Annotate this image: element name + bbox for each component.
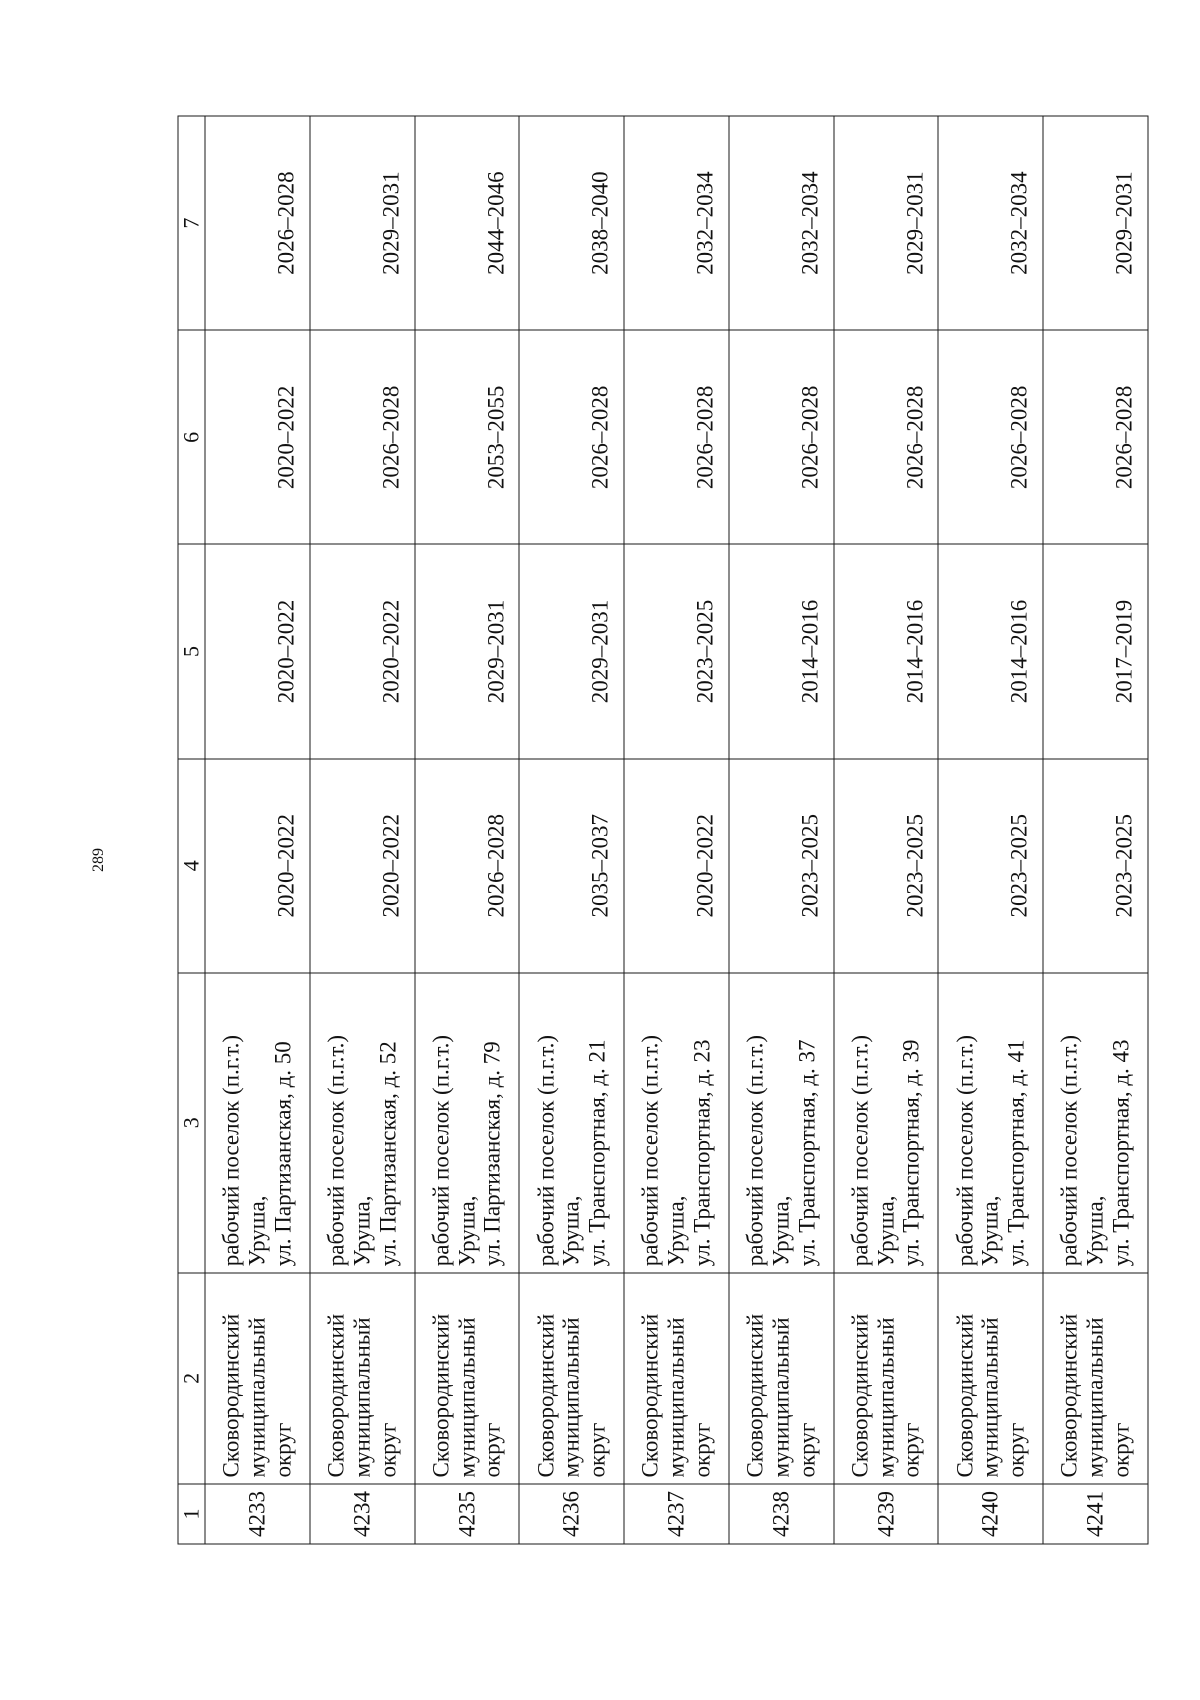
district-line: Сковородинский (532, 1313, 558, 1478)
district-line: Сковородинский (323, 1313, 349, 1478)
district-cell (938, 1272, 1043, 1483)
table-rotation-wrapper (177, 115, 1148, 1544)
address-cell (414, 972, 519, 1272)
district-line: Сковородинский (218, 1313, 244, 1478)
table-row (414, 116, 519, 1544)
period-cell-p6: 2026–2028 (309, 330, 414, 544)
row-number-cell: 4241 (1043, 1484, 1148, 1544)
table-body (205, 116, 1148, 1544)
district-cell (833, 1272, 938, 1483)
period-cell-p6: 2026–2028 (1043, 330, 1148, 544)
district-cell (728, 1272, 833, 1483)
period-cell-p5: 2029–2031 (519, 544, 624, 758)
row-number-cell: 4240 (938, 1484, 1043, 1544)
period-cell-p6: 2026–2028 (728, 330, 833, 544)
period-cell-p6: 2026–2028 (833, 330, 938, 544)
column-header: 2 (178, 1272, 205, 1483)
period-cell-p4: 2035–2037 (519, 758, 624, 972)
period-cell-p4: 2023–2025 (938, 758, 1043, 972)
district-line: округ (269, 1422, 295, 1478)
address-cell (833, 972, 938, 1272)
period-cell-p5: 2017–2019 (1043, 544, 1148, 758)
period-cell-p7: 2029–2031 (1043, 116, 1148, 330)
address-line: ул. Транспортная, д. 23 (688, 1038, 714, 1266)
district-cell (519, 1272, 624, 1483)
row-number-cell: 4234 (309, 1484, 414, 1544)
address-cell (205, 972, 310, 1272)
district-line: Сковородинский (427, 1313, 453, 1478)
address-line: рабочий поселок (п.г.т.) (1056, 1034, 1082, 1266)
page-number-text: 289 (90, 848, 107, 872)
column-header: 1 (178, 1484, 205, 1544)
period-cell-p6: 2020–2022 (205, 330, 310, 544)
district-line: муниципальный (872, 1316, 898, 1478)
period-cell-p6: 2053–2055 (414, 330, 519, 544)
period-cell-p5: 2029–2031 (414, 544, 519, 758)
period-cell-p4: 2020–2022 (205, 758, 310, 972)
period-cell-p5: 2020–2022 (205, 544, 310, 758)
address-line: рабочий поселок (п.г.т.) (532, 1034, 558, 1266)
address-line: рабочий поселок (п.г.т.) (323, 1034, 349, 1266)
rotated-table-sheet (177, 115, 1148, 1544)
period-cell-p7: 2032–2034 (624, 116, 729, 330)
row-number-cell: 4236 (519, 1484, 624, 1544)
address-line: ул. Транспортная, д. 37 (793, 1038, 819, 1266)
address-cell (519, 972, 624, 1272)
column-header: 5 (178, 544, 205, 758)
period-cell-p4: 2026–2028 (414, 758, 519, 972)
table-row (309, 116, 414, 1544)
period-cell-p7: 2032–2034 (728, 116, 833, 330)
district-cell (624, 1272, 729, 1483)
address-cell (624, 972, 729, 1272)
address-cell (938, 972, 1043, 1272)
address-line: рабочий поселок (п.г.т.) (427, 1034, 453, 1266)
period-cell-p4: 2020–2022 (624, 758, 729, 972)
district-line: округ (898, 1422, 924, 1478)
period-cell-p7: 2038–2040 (519, 116, 624, 330)
table-row (728, 116, 833, 1544)
address-line: Уруша, (453, 1195, 479, 1266)
table-row (624, 116, 729, 1544)
district-line: муниципальный (348, 1316, 374, 1478)
period-cell-p6: 2026–2028 (624, 330, 729, 544)
district-line: Сковородинский (951, 1313, 977, 1478)
address-line: Уруша, (558, 1195, 584, 1266)
district-line: муниципальный (1082, 1316, 1108, 1478)
address-line: рабочий поселок (п.г.т.) (218, 1034, 244, 1266)
district-line: округ (374, 1422, 400, 1478)
district-line: округ (1003, 1422, 1029, 1478)
address-line: ул. Транспортная, д. 39 (898, 1038, 924, 1266)
district-cell (309, 1272, 414, 1483)
address-line: Уруша, (663, 1195, 689, 1266)
address-cell (1043, 972, 1148, 1272)
address-line: рабочий поселок (п.г.т.) (951, 1034, 977, 1266)
column-header: 3 (178, 972, 205, 1272)
address-line: ул. Транспортная, д. 41 (1003, 1038, 1029, 1266)
district-line: муниципальный (453, 1316, 479, 1478)
column-header: 4 (178, 758, 205, 972)
district-cell (414, 1272, 519, 1483)
period-cell-p6: 2026–2028 (938, 330, 1043, 544)
period-cell-p7: 2026–2028 (205, 116, 310, 330)
table-row (938, 116, 1043, 1544)
table-row (1043, 116, 1148, 1544)
address-line: ул. Транспортная, д. 43 (1107, 1038, 1133, 1266)
address-line: ул. Партизанская, д. 79 (479, 1040, 505, 1266)
district-line: округ (479, 1422, 505, 1478)
period-cell-p4: 2023–2025 (728, 758, 833, 972)
period-cell-p6: 2026–2028 (519, 330, 624, 544)
period-cell-p5: 2014–2016 (938, 544, 1043, 758)
address-line: рабочий поселок (п.г.т.) (742, 1034, 768, 1266)
district-line: округ (688, 1422, 714, 1478)
period-cell-p5: 2023–2025 (624, 544, 729, 758)
period-cell-p4: 2023–2025 (1043, 758, 1148, 972)
district-line: муниципальный (558, 1316, 584, 1478)
district-line: муниципальный (977, 1316, 1003, 1478)
address-line: рабочий поселок (п.г.т.) (846, 1034, 872, 1266)
address-line: Уруша, (1082, 1195, 1108, 1266)
district-line: муниципальный (663, 1316, 689, 1478)
row-number-cell: 4233 (205, 1484, 310, 1544)
period-cell-p7: 2029–2031 (833, 116, 938, 330)
district-line: округ (1107, 1422, 1133, 1478)
address-cell (728, 972, 833, 1272)
address-line: Уруша, (244, 1195, 269, 1266)
address-line: Уруша, (348, 1195, 374, 1266)
period-cell-p7: 2044–2046 (414, 116, 519, 330)
district-line: муниципальный (244, 1316, 269, 1478)
period-cell-p4: 2023–2025 (833, 758, 938, 972)
housing-schedule-table (177, 115, 1148, 1544)
column-header: 7 (178, 116, 205, 330)
table-row (833, 116, 938, 1544)
period-cell-p5: 2014–2016 (728, 544, 833, 758)
row-number-cell: 4237 (624, 1484, 729, 1544)
row-number-cell: 4235 (414, 1484, 519, 1544)
period-cell-p5: 2020–2022 (309, 544, 414, 758)
period-cell-p7: 2029–2031 (309, 116, 414, 330)
table-header-row (178, 116, 205, 1544)
row-number-cell: 4239 (833, 1484, 938, 1544)
address-line: Уруша, (872, 1195, 898, 1266)
district-line: Сковородинский (637, 1313, 663, 1478)
column-header: 6 (178, 330, 205, 544)
district-line: Сковородинский (1056, 1313, 1082, 1478)
address-cell (309, 972, 414, 1272)
period-cell-p7: 2032–2034 (938, 116, 1043, 330)
period-cell-p4: 2020–2022 (309, 758, 414, 972)
period-cell-p5: 2014–2016 (833, 544, 938, 758)
district-line: Сковородинский (742, 1313, 768, 1478)
address-line: ул. Партизанская, д. 52 (374, 1040, 400, 1266)
table-row (519, 116, 624, 1544)
page-number (91, 845, 107, 875)
address-line: Уруша, (767, 1195, 793, 1266)
district-line: муниципальный (767, 1316, 793, 1478)
address-line: рабочий поселок (п.г.т.) (637, 1034, 663, 1266)
address-line: ул. Транспортная, д. 21 (584, 1038, 610, 1266)
district-line: округ (584, 1422, 610, 1478)
address-line: ул. Партизанская, д. 50 (269, 1040, 295, 1266)
district-line: округ (793, 1422, 819, 1478)
district-cell (1043, 1272, 1148, 1483)
district-line: Сковородинский (846, 1313, 872, 1478)
table-row (205, 116, 310, 1544)
district-cell (205, 1272, 310, 1483)
row-number-cell: 4238 (728, 1484, 833, 1544)
address-line: Уруша, (977, 1195, 1003, 1266)
